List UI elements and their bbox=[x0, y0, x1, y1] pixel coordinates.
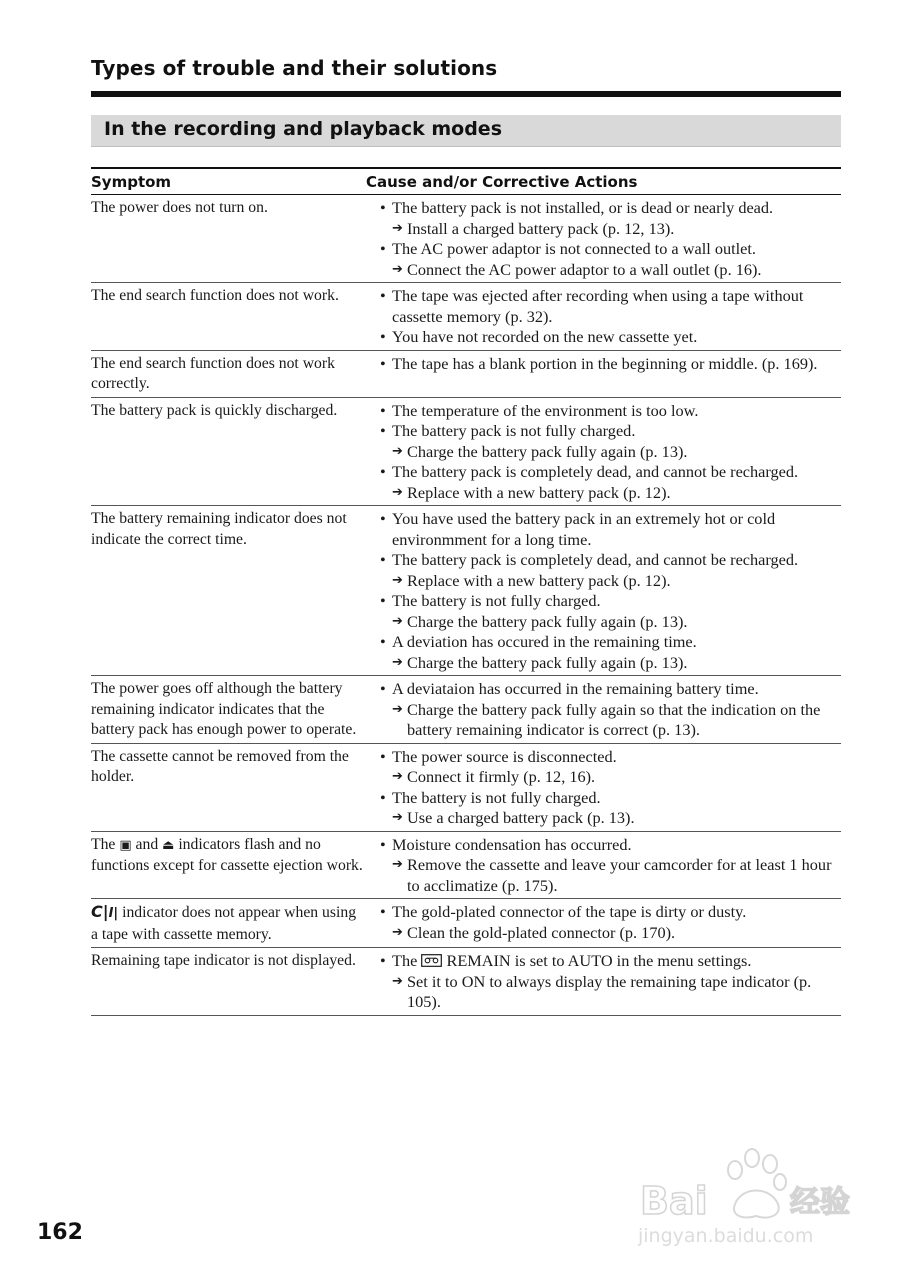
cause-item: • Moisture condensation has occurred. bbox=[380, 835, 841, 856]
action-item bbox=[380, 483, 841, 504]
action-item bbox=[380, 260, 841, 281]
cause-text: The bbox=[392, 951, 418, 970]
action-text: Use a charged battery pack (p. 13). bbox=[407, 808, 635, 827]
cause-cell bbox=[366, 832, 841, 899]
action-text: Install a charged battery pack (p. 12, 13). bbox=[407, 218, 675, 238]
trouble-table bbox=[91, 167, 841, 1016]
action-text: Remove the cassette and leave your camcorder for at least 1 hour to acclimatize (p. 175). bbox=[407, 855, 832, 895]
arrow-icon: ➔ bbox=[392, 973, 403, 989]
cause-item: • The battery pack is completely dead, and cannot be recharged. bbox=[380, 462, 841, 483]
action-item bbox=[380, 653, 841, 674]
symptom-cell: The power does not turn on. bbox=[91, 199, 268, 216]
action-text: Connect it firmly (p. 12, 16). bbox=[407, 767, 596, 786]
cause-item: • The temperature of the environment is too low. bbox=[380, 401, 841, 422]
symptom-cell: The end search function does not work. bbox=[91, 287, 339, 304]
cause-cell bbox=[366, 506, 841, 675]
symptom-cell bbox=[91, 832, 366, 899]
cause-item bbox=[380, 951, 841, 972]
cause-item: • The power source is disconnected. bbox=[380, 747, 841, 768]
cause-cell bbox=[366, 283, 841, 350]
table-row bbox=[91, 948, 841, 1016]
cause-item: • A deviataion has occurred in the remaining battery time. bbox=[380, 679, 841, 700]
action-text: Replace with a new battery pack (p. 12). bbox=[407, 570, 671, 590]
svg-text:Bai: Bai bbox=[640, 1179, 708, 1223]
cause-item: • A deviation has occured in the remaining time. bbox=[380, 632, 841, 653]
cassette-icon bbox=[421, 954, 442, 967]
cause-cell bbox=[366, 899, 841, 947]
cause-item: • You have used the battery pack in an extremely hot or cold environmment for a long time. bbox=[380, 509, 841, 550]
arrow-icon: ➔ bbox=[392, 484, 403, 500]
action-text: Replace with a new battery pack (p. 12). bbox=[407, 482, 671, 502]
action-item bbox=[380, 700, 841, 741]
arrow-icon: ➔ bbox=[392, 769, 403, 784]
arrow-icon: ➔ bbox=[392, 857, 403, 872]
table-row bbox=[91, 744, 841, 832]
table-row bbox=[91, 195, 841, 283]
symptom-text: indicator does not appear when using a tape with cassette memory. bbox=[91, 904, 357, 943]
arrow-icon: ➔ bbox=[392, 220, 403, 236]
arrow-icon: ➔ bbox=[392, 701, 403, 717]
action-item bbox=[380, 923, 841, 944]
page-number: 162 bbox=[37, 1220, 83, 1245]
baidu-jingyan-watermark bbox=[630, 1142, 860, 1252]
table-header bbox=[91, 169, 841, 195]
action-text: Connect the AC power adaptor to a wall outlet (p. 16). bbox=[407, 259, 762, 279]
arrow-icon: ➔ bbox=[392, 443, 403, 459]
condensation-icon: ▣ bbox=[119, 837, 132, 853]
action-text: Charge the battery pack fully again (p. 13). bbox=[407, 441, 688, 461]
column-header-cause: Cause and/or Corrective Actions bbox=[366, 173, 638, 191]
symptom-cell: Remaining tape indicator is not displayed. bbox=[91, 952, 356, 969]
cause-item: • The gold-plated connector of the tape is dirty or dusty. bbox=[380, 902, 841, 923]
cause-item: • The tape has a blank portion in the beginning or middle. (p. 169). bbox=[380, 354, 841, 375]
section-title: In the recording and playback modes bbox=[104, 118, 502, 140]
action-text: Set it to ON to always display the remaining tape indicator (p. 105). bbox=[407, 971, 812, 1011]
cause-cell bbox=[366, 948, 841, 1015]
cause-item: • You have not recorded on the new cassette yet. bbox=[380, 327, 841, 348]
table-row bbox=[91, 676, 841, 744]
cause-item: • The battery pack is completely dead, and cannot be recharged. bbox=[380, 550, 841, 571]
table-row bbox=[91, 832, 841, 900]
symptom-cell bbox=[91, 899, 366, 947]
symptom-text: The bbox=[91, 835, 116, 853]
page-title: Types of trouble and their solutions bbox=[91, 56, 498, 80]
title-rule bbox=[91, 91, 841, 97]
cause-item: • The tape was ejected after recording when using a tape without cassette memory (p. 32). bbox=[380, 286, 841, 327]
cause-item: • The AC power adaptor is not connected to a wall outlet. bbox=[380, 239, 841, 260]
cause-cell bbox=[366, 351, 841, 397]
action-item bbox=[380, 442, 841, 463]
cause-item: • The battery is not fully charged. bbox=[380, 788, 841, 809]
cause-item: • The battery pack is not installed, or is dead or nearly dead. bbox=[380, 198, 841, 219]
cause-cell bbox=[366, 398, 841, 506]
action-text: Charge the battery pack fully again so that the indication on the battery remaining indicator is correct (p. 13). bbox=[407, 699, 821, 739]
cause-cell bbox=[366, 676, 841, 743]
action-text: Charge the battery pack fully again (p. 13). bbox=[407, 652, 688, 672]
action-item bbox=[380, 219, 841, 240]
cause-cell bbox=[366, 195, 841, 282]
symptom-text: indicators flash and no functions except for cassette ejection work. bbox=[91, 835, 363, 874]
eject-icon: ⏏ bbox=[162, 837, 175, 853]
action-item bbox=[380, 612, 841, 633]
cassette-memory-icon: C|I| bbox=[91, 902, 119, 921]
action-item bbox=[380, 855, 841, 896]
table-row bbox=[91, 899, 841, 948]
column-header-symptom: Symptom bbox=[91, 173, 172, 191]
symptom-text: and bbox=[135, 835, 159, 853]
symptom-cell: The end search function does not work correctly. bbox=[91, 354, 335, 392]
cause-item: • The battery is not fully charged. bbox=[380, 591, 841, 612]
arrow-icon: ➔ bbox=[392, 924, 403, 940]
cause-cell bbox=[366, 744, 841, 831]
table-row bbox=[91, 351, 841, 398]
symptom-cell: The power goes off although the battery remaining indicator indicates that the battery pack has enough power to operate. bbox=[91, 680, 357, 738]
svg-text:经验: 经验 bbox=[790, 1185, 850, 1220]
action-item bbox=[380, 767, 841, 788]
symptom-cell: The battery remaining indicator does not indicate the correct time. bbox=[91, 510, 347, 548]
action-item bbox=[380, 571, 841, 592]
arrow-icon: ➔ bbox=[392, 654, 403, 670]
action-text: Clean the gold-plated connector (p. 170). bbox=[407, 922, 676, 942]
arrow-icon: ➔ bbox=[392, 261, 403, 277]
action-text: Charge the battery pack fully again (p. 13). bbox=[407, 611, 688, 631]
table-row bbox=[91, 506, 841, 676]
arrow-icon: ➔ bbox=[392, 572, 403, 588]
table-row bbox=[91, 283, 841, 351]
symptom-cell: The cassette cannot be removed from the holder. bbox=[91, 747, 349, 785]
section-bar bbox=[91, 115, 841, 147]
arrow-icon: ➔ bbox=[392, 810, 403, 825]
svg-text:jingyan.baidu.com: jingyan.baidu.com bbox=[638, 1225, 814, 1247]
arrow-icon: ➔ bbox=[392, 613, 403, 629]
cause-item: • The battery pack is not fully charged. bbox=[380, 421, 841, 442]
symptom-cell: The battery pack is quickly discharged. bbox=[91, 401, 338, 419]
action-item bbox=[380, 808, 841, 829]
table-row bbox=[91, 398, 841, 507]
action-item bbox=[380, 972, 841, 1013]
cause-text: REMAIN is set to AUTO in the menu settings. bbox=[446, 951, 752, 970]
